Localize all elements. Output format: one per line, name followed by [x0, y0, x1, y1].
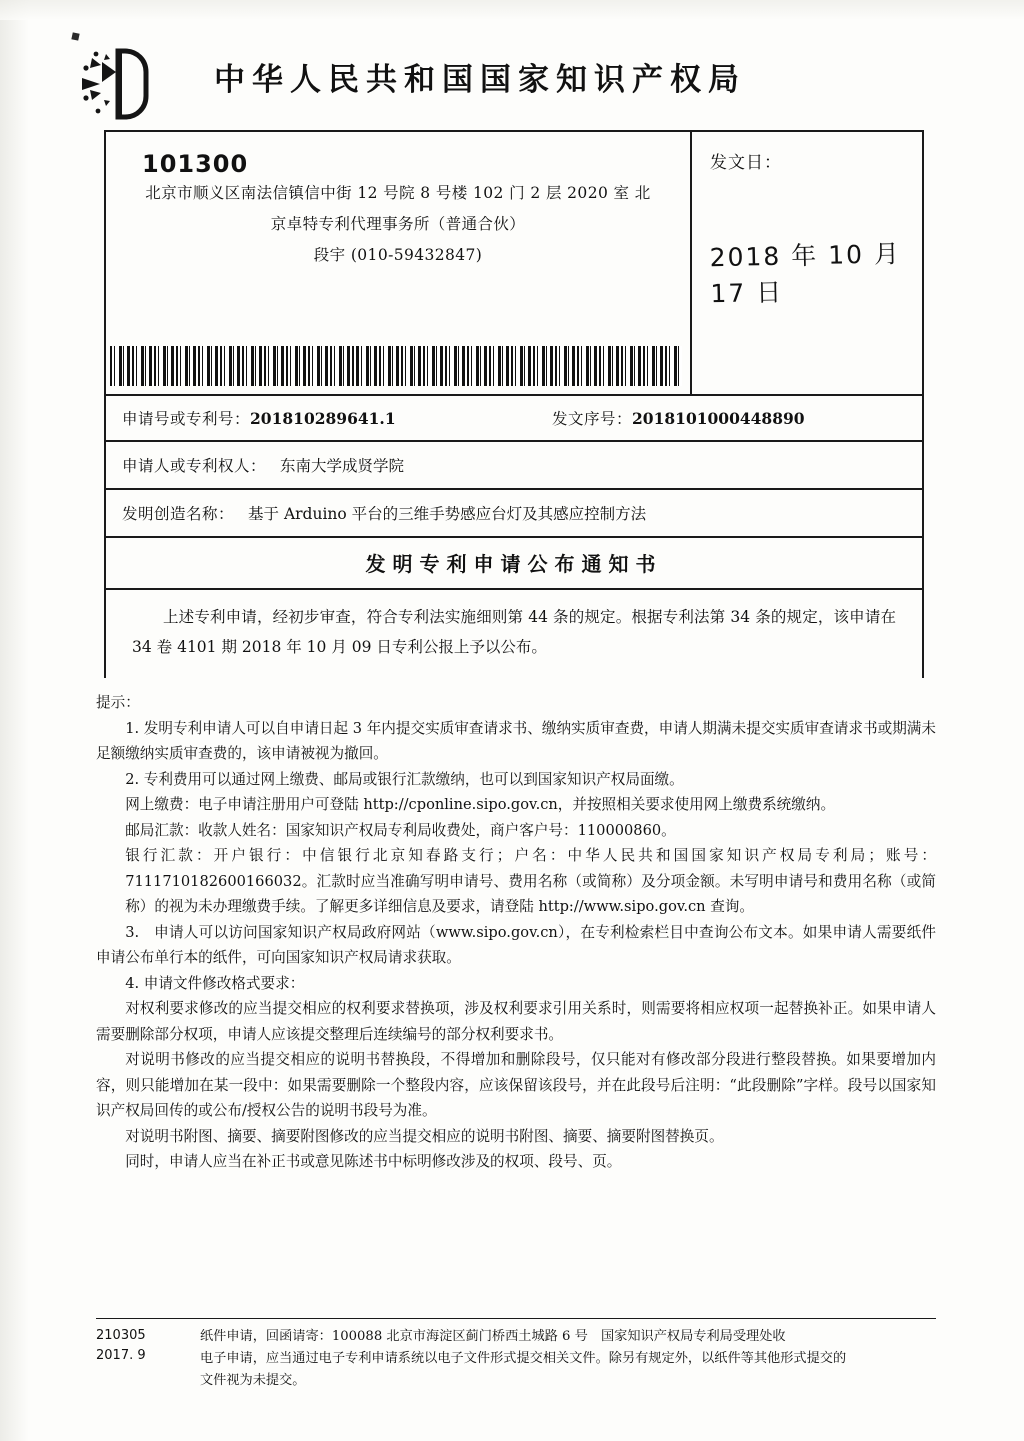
- tips-item-4-paragraph-4: 同时，申请人应当在补正书或意见陈述书中标明修改涉及的权项、段号、页。: [125, 1153, 622, 1170]
- send-date-value: 2018 年 10 月 17 日: [709, 239, 902, 309]
- tips-heading: 提示：: [96, 694, 140, 711]
- address-date-row: [106, 132, 922, 396]
- invention-value: 基于 Arduino 平台的三维手势感应台灯及其感应控制方法: [248, 505, 647, 523]
- footer-notes: [200, 1326, 936, 1392]
- dispatch-number-label: 发文序号：: [552, 410, 633, 428]
- notice-paragraph-1: 上述专利申请，经初步审查，符合专利法实施细则第 44 条的规定。根据专利法第 34 条的规定，该申请在 34 卷 4101 期 2018 年 10 月 09 日专利公报上予以公布。: [132, 608, 896, 656]
- tips-item-1: 1. 发明专利申请人可以自申请日起 3 年内提交实质审查请求书、缴纳实质审查费，申请人期满未提交实质审查请求书或期满未足额缴纳实质审查费的，该申请被视为撤回。: [96, 719, 936, 762]
- notice-paragraph-row: [106, 590, 922, 678]
- invention-row: [106, 490, 922, 538]
- barcode-left: [110, 346, 357, 386]
- dispatch-number-value: 2018101000448890: [632, 409, 805, 428]
- address-line-3: 段宇 (010-59432847): [313, 246, 483, 264]
- scan-edge-left: [0, 0, 34, 1441]
- applicant-row: [106, 442, 922, 490]
- footer-form-code: 210305: [96, 1328, 146, 1343]
- postal-code: 101300: [142, 150, 249, 178]
- send-date-cell: [692, 132, 922, 394]
- footer-note-3: 文件视为未提交。: [200, 1373, 306, 1388]
- footer-form-version: 2017. 9: [96, 1348, 146, 1363]
- page-title: 中华人民共和国国家知识产权局: [214, 62, 746, 98]
- applicant-cell: [106, 442, 922, 488]
- notice-title-row: [106, 538, 922, 590]
- tips-item-2: 2. 专利费用可以通过网上缴费、邮局或银行汇款缴纳，也可以到国家知识产权局面缴。: [125, 770, 684, 788]
- tips-item-2-bank: 银行汇款：开户银行：中信银行北京知春路支行；户名：中华人民共和国国家知识产权局专利局；账号：7111710182600166032。汇款时应当准确写明申请号、费用名称（或简称）及分项金额。未写明申请号和费用名称（或简称）的视为未办理缴费手续。了解更多详细信息及要求，请登陆 http://www.sipo.gov.cn 查询。: [125, 847, 936, 915]
- invention-cell: [106, 490, 922, 536]
- applicant-value: 东南大学成贤学院: [280, 457, 405, 475]
- barcode-right: [357, 346, 682, 386]
- tips-item-2-online: 网上缴费：电子申请注册用户可登陆 http://cponline.sipo.gov.cn，并按照相关要求使用网上缴费系统缴纳。: [125, 796, 836, 813]
- notice-title: 发明专利申请公布通知书: [365, 552, 663, 576]
- address-cell: [106, 132, 692, 394]
- cnipa-emblem-icon: [78, 48, 160, 120]
- tips-item-4-paragraph-1: 对权利要求修改的应当提交相应的权利要求替换项，涉及权利要求引用关系时，则需要将相应权项一起替换补正。如果申请人需要删除部分权项，申请人应该提交整理后连续编号的部分权利要求书。: [96, 1000, 936, 1043]
- footer-note-1: 纸件申请，回函请寄：100088 北京市海淀区蓟门桥西土城路 6 号 国家知识产权局专利局受理处收: [200, 1329, 786, 1344]
- tips-section: [96, 690, 936, 1175]
- footer-form-codes: [96, 1326, 200, 1392]
- send-date-label: 发文日：: [710, 153, 782, 173]
- tips-item-4-paragraph-2: 对说明书修改的应当提交相应的说明书替换段，不得增加和删除段号，仅只能对有修改部分段进行整段替换。如果要增加内容，则只能增加在某一段中：如果需要删除一个整段内容，应该保留该段号，并在此段号后注明：“此段删除”字样。段号以国家知识产权局回传的或公布/授权公告的说明书段号为准。: [96, 1051, 936, 1119]
- applicant-label: 申请人或专利权人：: [122, 457, 267, 475]
- tips-item-4-paragraph-3: 对说明书附图、摘要、摘要附图修改的应当提交相应的说明书附图、摘要、摘要附图替换页。: [125, 1127, 724, 1145]
- footer-divider: [96, 1318, 936, 1319]
- application-number-label: 申请号或专利号：: [122, 410, 251, 428]
- dispatch-number-cell: [536, 396, 922, 440]
- address-line-1: 北京市顺义区南法信镇信中街 12 号院 8 号楼 102 门 2 层 2020 室 北: [145, 184, 651, 202]
- invention-label: 发明创造名称：: [122, 505, 235, 523]
- barcode-group: [106, 346, 690, 386]
- document-header: [0, 46, 1024, 122]
- scan-mark-icon: [71, 32, 79, 40]
- footer-note-2: 电子申请，应当通过电子专利申请系统以电子文件形式提交相关文件。除另有规定外，以纸件等其他形式提交的: [200, 1351, 847, 1366]
- tips-item-3: 3. 申请人可以访问国家知识产权局政府网站（www.sipo.gov.cn），在专利检索栏目中查询公布文本。如果申请人需要纸件申请公布单行本的纸件，可向国家知识产权局请求获取。: [96, 923, 936, 966]
- application-number-value: 201810289641.1: [250, 409, 396, 428]
- numbers-row: [106, 396, 922, 442]
- document-footer: [96, 1326, 936, 1392]
- notice-frame: [104, 130, 924, 678]
- application-number-cell: [106, 396, 536, 440]
- scan-edge-top: [0, 0, 1024, 20]
- tips-item-4: 4. 申请文件修改格式要求：: [125, 974, 305, 992]
- address-line-2: 京卓特专利代理事务所（普通合伙）: [270, 215, 526, 233]
- tips-item-2-post: 邮局汇款：收款人姓名：国家知识产权局专利局收费处，商户客户号：110000860。: [125, 821, 676, 839]
